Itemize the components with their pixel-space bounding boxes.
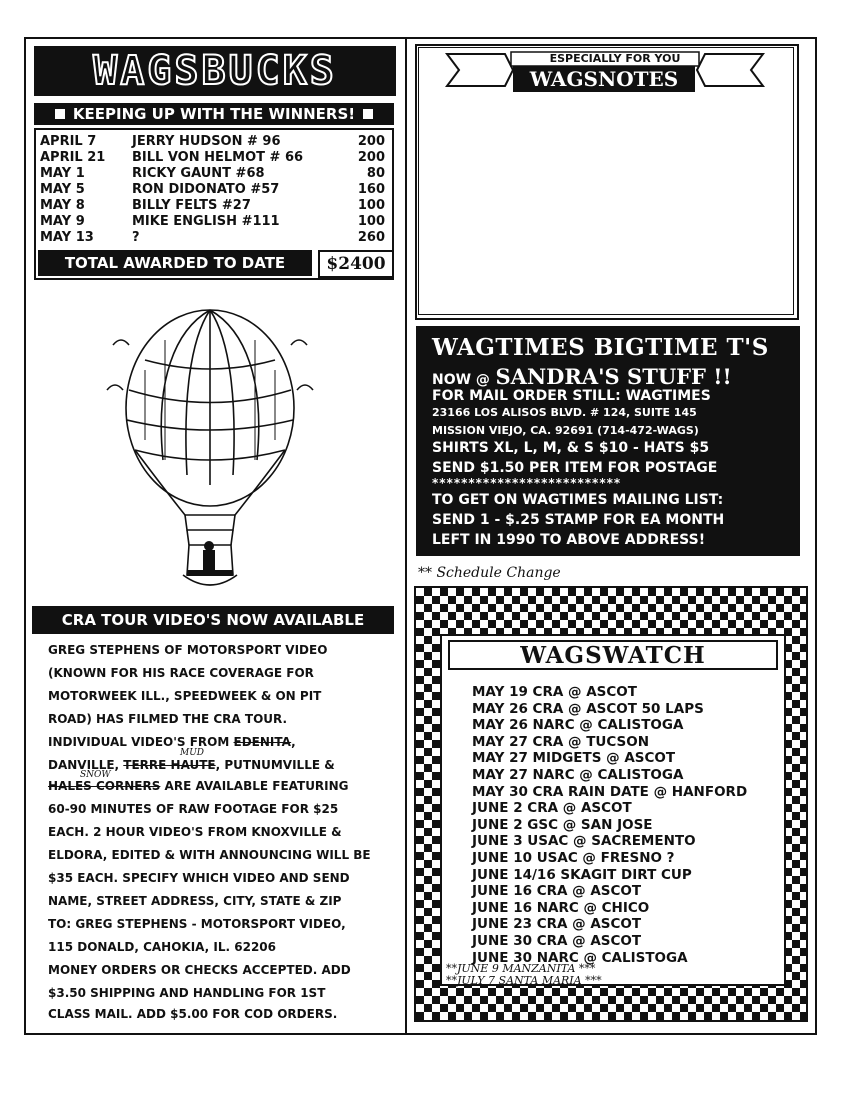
winner-amount: 200 (357, 134, 385, 149)
winner-name: BILL VON HELMOT # 66 (132, 150, 304, 165)
schedule-item: JUNE 30 CRA @ ASCOT (472, 933, 642, 949)
winners-banner: KEEPING UP WITH THE WINNERS! (34, 103, 394, 125)
cra-text-line: HALES CORNERS ARE AVAILABLE FEATURING (48, 779, 349, 793)
schedule-item: JUNE 2 GSC @ SAN JOSE (472, 816, 653, 833)
winner-amount: 260 (357, 230, 385, 245)
cra-text-line: 115 DONALD, CAHOKIA, IL. 62206 (48, 940, 277, 954)
wagtimes-line: NOW @ SANDRA'S STUFF !! (432, 364, 732, 389)
wagtimes-box (416, 326, 800, 556)
total-label: TOTAL AWARDED TO DATE (38, 250, 312, 276)
winner-amount: 160 (357, 182, 385, 197)
winner-row (40, 198, 385, 214)
winner-row (40, 150, 385, 166)
wagtimes-line: TO GET ON WAGTIMES MAILING LIST: (432, 492, 724, 508)
added-schedule-line: **JUNE 9 MANZANITA *** (446, 962, 596, 975)
winner-date: APRIL 21 (40, 150, 106, 165)
winner-amount: 80 (366, 166, 385, 181)
winner-name: RICKY GAUNT #68 (132, 166, 265, 181)
cra-text-line: (KNOWN FOR HIS RACE COVERAGE FOR (48, 666, 314, 680)
wagswatch-title: WAGSWATCH (448, 640, 778, 670)
winner-name: JERRY HUDSON # 96 (132, 134, 281, 149)
cra-text-line: GREG STEPHENS OF MOTORSPORT VIDEO (48, 643, 328, 657)
schedule-item: JUNE 3 USAC @ SACREMENTO (472, 833, 696, 850)
wagtimes-stars: ************************** (432, 476, 622, 490)
column-divider (405, 37, 407, 1033)
wagtimes-line: 23166 LOS ALISOS BLVD. # 124, SUITE 145 (432, 406, 697, 419)
schedule-item: JUNE 2 CRA @ ASCOT (472, 800, 632, 817)
wagsbucks-logo: WAGSBUCKS (34, 46, 396, 96)
winner-name: RON DIDONATO #57 (132, 182, 280, 197)
schedule-item: MAY 27 MIDGETS @ ASCOT (472, 750, 676, 767)
winner-name: ? (132, 230, 140, 245)
cra-text-line: DANVILLE, TERRE HAUTE, PUTNUMVILLE & (48, 758, 335, 772)
wagtimes-line: SEND 1 - $.25 STAMP FOR EA MONTH (432, 512, 725, 528)
cra-text-line: ELDORA, EDITED & WITH ANNOUNCING WILL BE (48, 848, 371, 862)
cra-text-line: MONEY ORDERS OR CHECKS ACCEPTED. ADD (48, 963, 351, 977)
cra-text-line: INDIVIDUAL VIDEO'S FROM EDENITA, (48, 735, 296, 749)
cra-text-line: TO: GREG STEPHENS - MOTORSPORT VIDEO, (48, 917, 346, 931)
cra-video-header: CRA TOUR VIDEO'S NOW AVAILABLE (32, 606, 394, 634)
schedule-item: JUNE 16 CRA @ ASCOT (472, 883, 642, 900)
winner-row (40, 230, 385, 246)
cra-text-line: $3.50 SHIPPING AND HANDLING FOR 1ST (48, 986, 326, 1000)
winner-row (40, 214, 385, 230)
winner-name: BILLY FELTS #27 (132, 198, 251, 213)
hot-air-balloon-illustration (105, 300, 315, 600)
schedule-item: MAY 26 NARC @ CALISTOGA (472, 717, 684, 734)
winner-amount: 100 (357, 198, 385, 213)
schedule-item: MAY 26 CRA @ ASCOT 50 LAPS (472, 700, 704, 717)
wagtimes-line: FOR MAIL ORDER STILL: WAGTIMES (432, 388, 711, 404)
winner-date: APRIL 7 (40, 134, 97, 149)
especially-for-you: ESPECIALLY FOR YOU (549, 52, 681, 65)
cra-text-line: ROAD) HAS FILMED THE CRA TOUR. (48, 712, 288, 726)
cra-text-line: MOTORWEEK ILL., SPEEDWEEK & ON PIT (48, 689, 322, 703)
winner-name: MIKE ENGLISH #111 (132, 214, 280, 229)
winner-amount: 100 (357, 214, 385, 229)
schedule-item: JUNE 10 USAC @ FRESNO ? (472, 850, 675, 866)
handwritten-mud: MUD (180, 748, 205, 758)
cra-text-line: EACH. 2 HOUR VIDEO'S FROM KNOXVILLE & (48, 825, 342, 839)
winner-amount: 200 (357, 150, 385, 165)
winner-row (40, 134, 385, 150)
wagtimes-line: SHIRTS XL, L, M, & S $10 - HATS $5 (432, 440, 710, 456)
added-schedule-line: **JULY 7 SANTA MARIA *** (446, 974, 602, 987)
schedule-item: MAY 27 NARC @ CALISTOGA (472, 767, 684, 783)
wagtimes-line: LEFT IN 1990 TO ABOVE ADDRESS! (432, 532, 706, 548)
schedule-item: MAY 27 CRA @ TUCSON (472, 733, 650, 750)
schedule-item: JUNE 30 NARC @ CALISTOGA (472, 949, 688, 966)
winner-row (40, 182, 385, 198)
winner-date: MAY 9 (40, 214, 85, 229)
winner-date: MAY 13 (40, 230, 94, 245)
total-value: $2400 (318, 250, 394, 278)
cra-text-line: $35 EACH. SPECIFY WHICH VIDEO AND SEND (48, 871, 350, 885)
handwritten-snow: SNOW (80, 770, 111, 780)
schedule-item: MAY 19 CRA @ ASCOT (472, 684, 637, 700)
wagtimes-line: MISSION VIEJO, CA. 92691 (714-472-WAGS) (432, 424, 699, 437)
winner-date: MAY 1 (40, 166, 85, 181)
cra-text-line: CLASS MAIL. ADD $5.00 FOR COD ORDERS. (48, 1007, 338, 1021)
wagtimes-line: SEND $1.50 PER ITEM FOR POSTAGE (432, 460, 718, 476)
schedule-change-note: ** Schedule Change (418, 565, 561, 581)
schedule-item: JUNE 16 NARC @ CHICO (472, 899, 650, 916)
winner-row (40, 166, 385, 182)
cra-text-line: NAME, STREET ADDRESS, CITY, STATE & ZIP (48, 894, 342, 908)
schedule-item: MAY 30 CRA RAIN DATE @ HANFORD (472, 783, 748, 800)
winner-date: MAY 8 (40, 198, 85, 213)
schedule-item: JUNE 14/16 SKAGIT DIRT CUP (472, 866, 692, 883)
winner-date: MAY 5 (40, 182, 85, 197)
wagtimes-headline: WAGTIMES BIGTIME T'S (432, 334, 769, 361)
wagsnotes-title: WAGSNOTES (513, 66, 695, 92)
cra-text-line: 60-90 MINUTES OF RAW FOOTAGE FOR $25 (48, 802, 339, 816)
schedule-item: JUNE 23 CRA @ ASCOT (472, 916, 642, 933)
